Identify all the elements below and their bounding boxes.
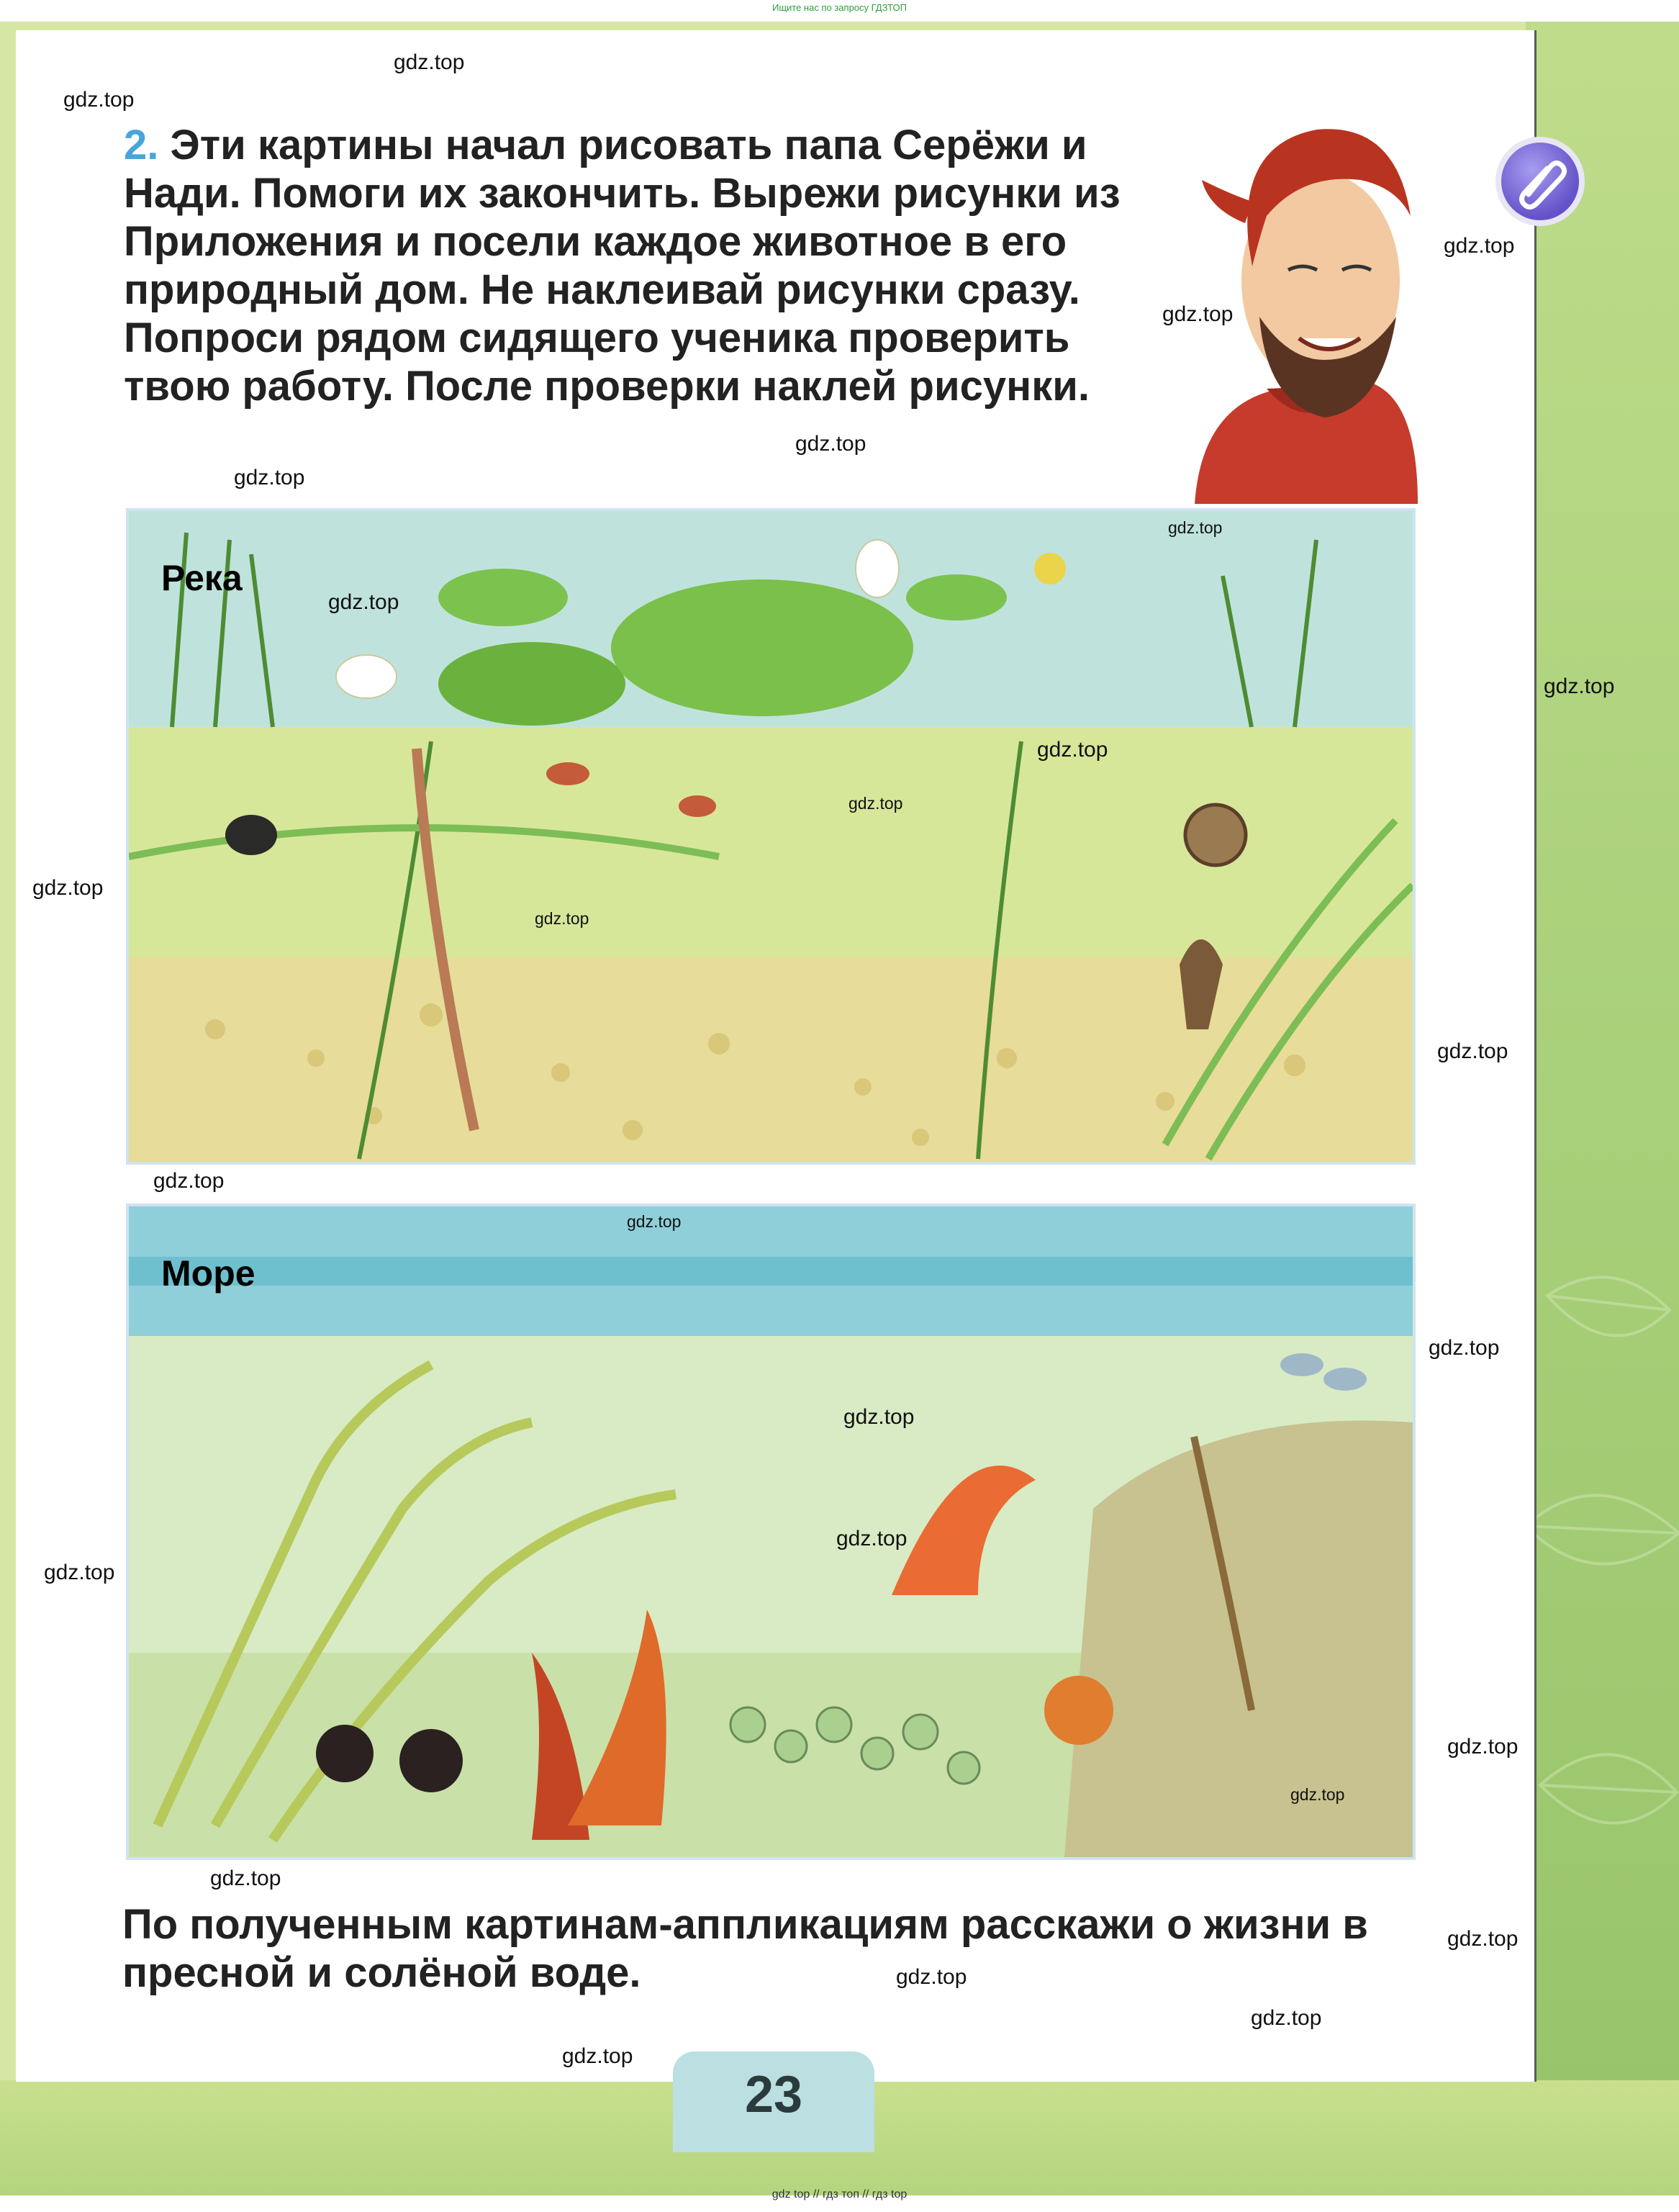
watermark: gdz.top [795, 432, 866, 456]
watermark: gdz.top [1447, 1735, 1519, 1759]
watermark: gdz.top [44, 1561, 115, 1584]
watermark: gdz.top [328, 590, 399, 614]
story-prompt: По полученным картинам-аппликациям расскажи о жизни в пресной и солёной воде. [122, 1901, 1368, 1996]
river-scene [126, 508, 1416, 1165]
watermark: gdz.top [1290, 1785, 1345, 1804]
watermark: gdz.top [1162, 302, 1234, 326]
sea-label: Море [161, 1253, 255, 1294]
watermark: gdz.top [1444, 234, 1515, 258]
watermark: gdz.top [210, 1866, 281, 1890]
watermark: gdz.top [843, 1405, 915, 1429]
leaf-pattern [1526, 1224, 1679, 2087]
watermark: gdz.top [1037, 738, 1108, 762]
watermark: gdz.top [32, 876, 104, 900]
footer-text: gdz top // гдз топ // гдз top [771, 2188, 908, 2200]
task-text: Эти картины начал рисовать папа Серёжи и Нади. Помоги их закончить. Вырежи рисунки из Приложения и посели каждое животное в его природный дом. Не наклеивай рисунки сразу. Попроси рядом сидящего ученика проверить твою работу. После проверки наклей рисунки. [124, 122, 1121, 410]
task-instruction [124, 121, 1146, 410]
page-number: 23 [673, 2051, 874, 2152]
watermark: gdz.top [1168, 518, 1223, 537]
watermark: gdz.top [1447, 1927, 1519, 1951]
watermark: gdz.top [562, 2044, 633, 2068]
watermark: gdz.top [394, 50, 465, 74]
watermark: gdz.top [1544, 674, 1615, 698]
task-number: 2. [124, 122, 159, 168]
river-label: Река [161, 558, 243, 598]
watermark: gdz.top [153, 1169, 225, 1193]
watermark: gdz.top [535, 909, 589, 928]
watermark: gdz.top [836, 1527, 908, 1550]
watermark: gdz.top [627, 1212, 682, 1231]
watermark: gdz.top [1429, 1336, 1500, 1360]
sea-scene [126, 1204, 1416, 1860]
top-banner: Ищите нас по запросу ГДЗТОП [771, 2, 907, 13]
paperclip-icon [1495, 137, 1585, 226]
watermark: gdz.top [1251, 2006, 1322, 2030]
watermark: gdz.top [848, 794, 903, 813]
watermark: gdz.top [234, 466, 305, 489]
watermark: gdz.top [1437, 1039, 1508, 1063]
watermark: gdz.top [63, 88, 135, 112]
watermark: gdz.top [896, 1965, 967, 1989]
